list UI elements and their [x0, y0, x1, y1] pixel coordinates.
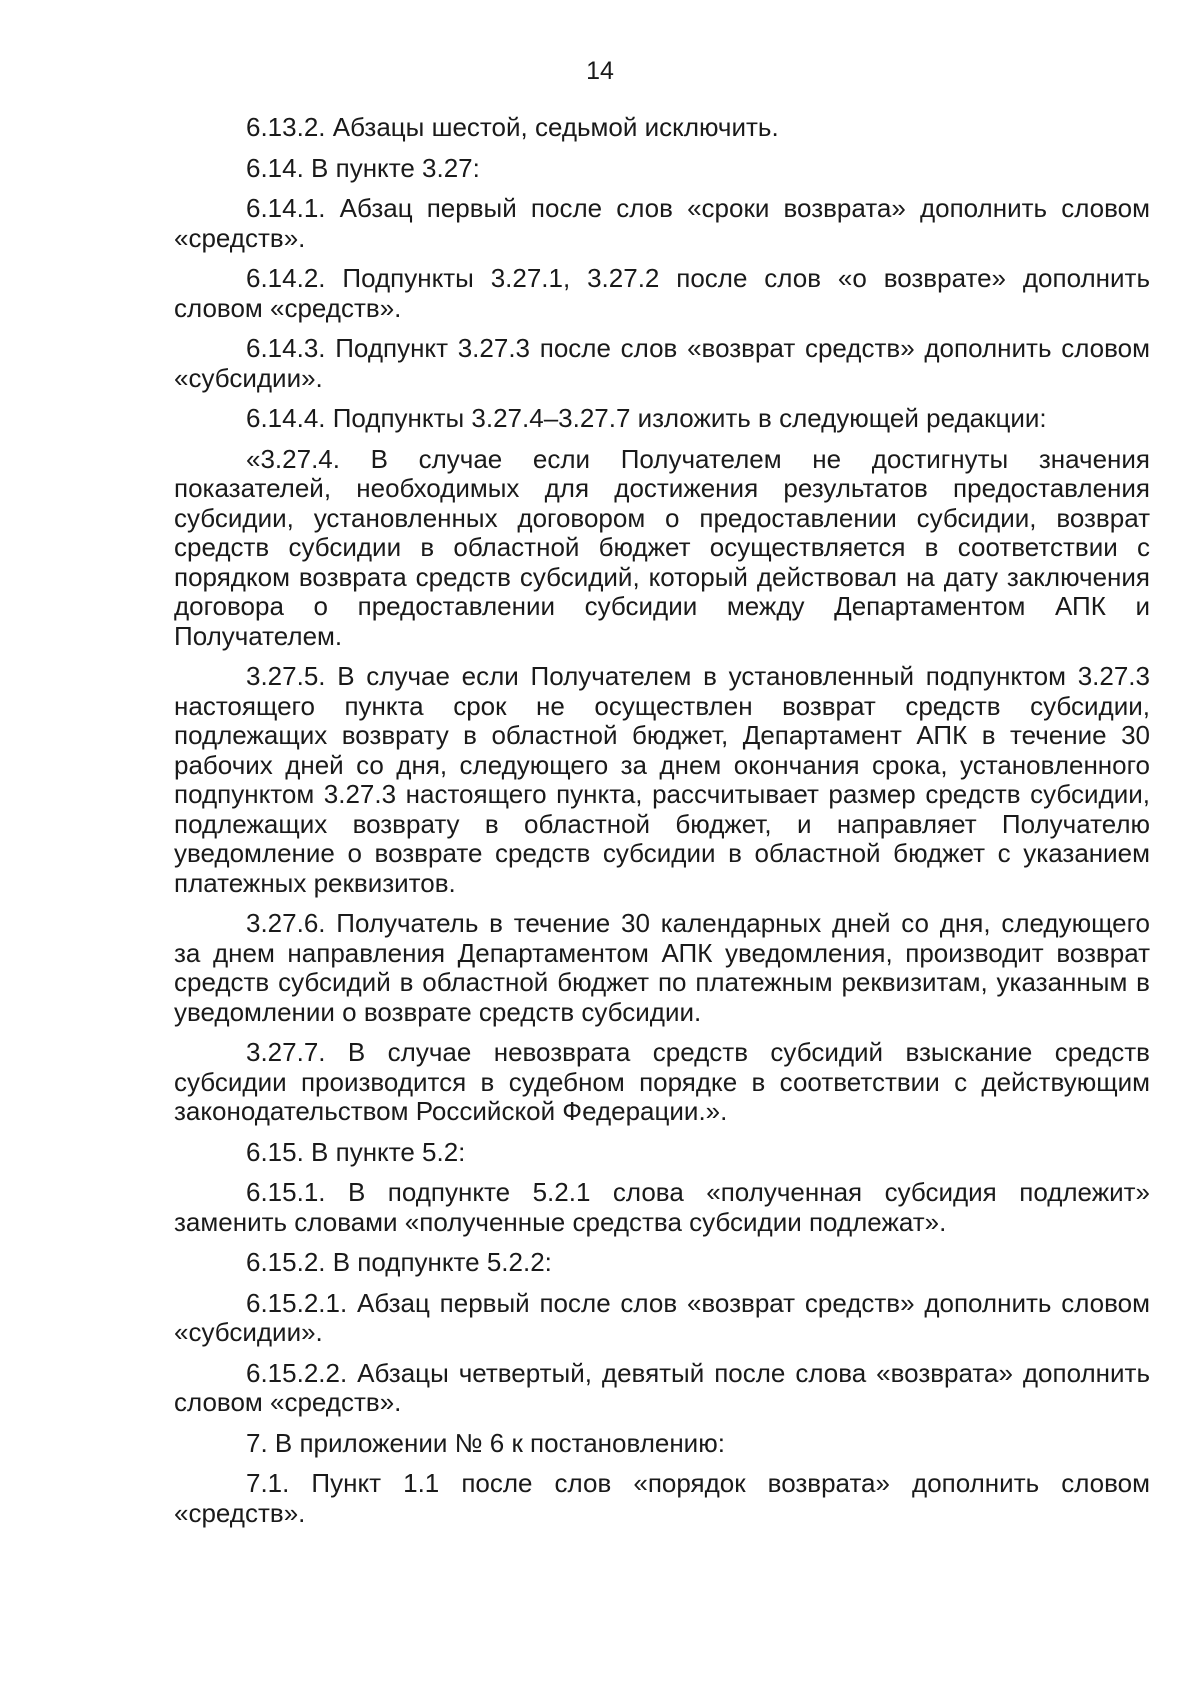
paragraph-6-15-2: 6.15.2. В подпункте 5.2.2:: [246, 1247, 552, 1277]
page-number: 14: [586, 57, 614, 85]
paragraph-6-14-2: 6.14.2. Подпункты 3.27.1, 3.27.2 после слов «о возврате» дополнить словом «средств».: [174, 263, 1150, 323]
paragraph-7: 7. В приложении № 6 к постановлению:: [246, 1427, 725, 1458]
paragraph-6-15-1: 6.15.1. В подпункте 5.2.1 слова «полученная субсидия подлежит» заменить словами «полученные средства субсидии подлежат».: [174, 1177, 1150, 1237]
document-body: [174, 113, 1150, 1539]
paragraph-6-15: 6.15. В пункте 5.2:: [246, 1136, 466, 1167]
paragraph-3-27-7: 3.27.7. В случае невозврата средств субсидий взыскание средств субсидии производится в судебном порядке в соответствии с действующим законодательством Российской Федерации.».: [174, 1037, 1150, 1126]
paragraph-6-15-2-1: 6.15.2.1. Абзац первый после слов «возврат средств» дополнить словом «субсидии».: [174, 1287, 1150, 1347]
paragraph-6-14-3: 6.14.3. Подпункт 3.27.3 после слов «возврат средств» дополнить словом «субсидии».: [174, 333, 1150, 393]
paragraph-7-1: 7.1. Пункт 1.1 после слов «порядок возврата» дополнить словом «средств».: [174, 1468, 1150, 1528]
paragraph-3-27-6: 3.27.6. Получатель в течение 30 календарных дней со дня, следующего за днем направления Департаментом АПК уведомления, производит возврат средств субсидий в областной бюджет по платежным реквизитам, указанным в уведомлении о возврате средств субсидии.: [174, 908, 1150, 1027]
paragraph-6-14-4: 6.14.4. Подпункты 3.27.4–3.27.7 изложить в следующей редакции:: [246, 403, 1047, 433]
paragraph-3-27-5: 3.27.5. В случае если Получателем в установленный подпунктом 3.27.3 настоящего пункта срок не осуществлен возврат средств субсидии, подлежащих возврату в областной бюджет, Департамент АПК в течение 30 рабочих дней со дня, следующего за днем окончания срока, установленного подпунктом 3.27.3 настоящего пункта, рассчитывает размер средств субсидии, подлежащих возврату в областной бюджет, и направляет Получателю уведомление о возврате средств субсидии в областной бюджет с указанием платежных реквизитов.: [174, 661, 1150, 898]
paragraph-6-13-2: 6.13.2. Абзацы шестой, седьмой исключить.: [246, 112, 779, 142]
paragraph-6-14: 6.14. В пункте 3.27:: [246, 152, 480, 183]
paragraph-6-14-1: 6.14.1. Абзац первый после слов «сроки возврата» дополнить словом «средств».: [174, 193, 1150, 253]
paragraph-6-15-2-2: 6.15.2.2. Абзацы четвертый, девятый после слова «возврата» дополнить словом «средств».: [174, 1357, 1150, 1417]
paragraph-3-27-4: «3.27.4. В случае если Получателем не достигнуты значения показателей, необходимых для достижения результатов предоставления субсидии, установленных договором о предоставлении субсидии, возврат средств субсидии в областной бюджет осуществляется в соответствии с порядком возврата средств субсидий, который действовал на дату заключения договора о предоставлении субсидии между Департаментом АПК и Получателем.: [174, 443, 1150, 651]
